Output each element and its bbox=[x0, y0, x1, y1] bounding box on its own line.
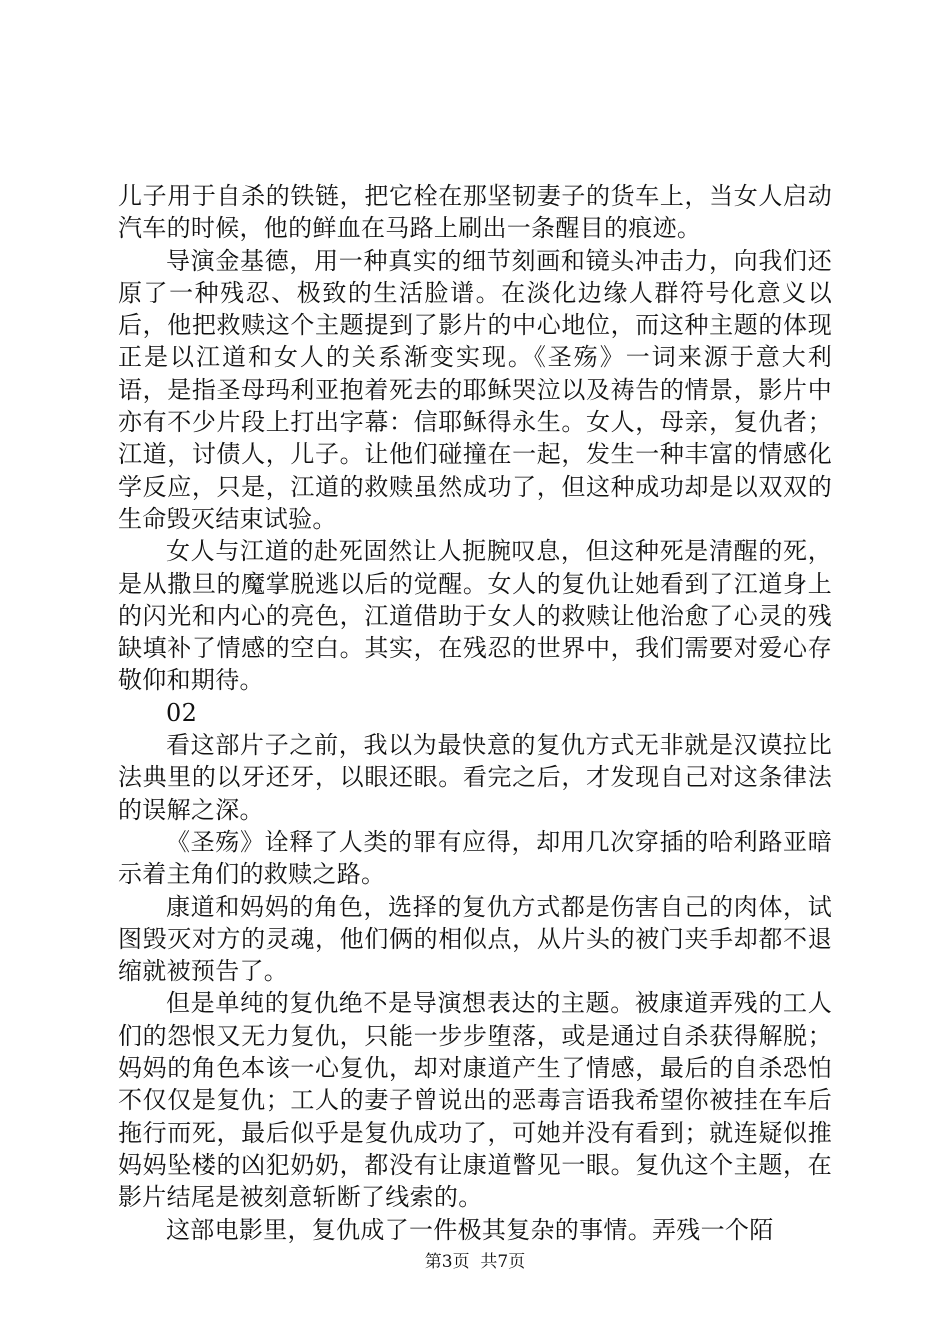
document-body bbox=[118, 180, 832, 1246]
section-number: 02 bbox=[166, 698, 198, 727]
paragraph-4: 看这部片子之前，我以为最快意的复仇方式无非就是汉谟拉比法典里的以牙还牙，以眼还眼。看完之后，才发现自己对这条律法的误解之深。 bbox=[118, 731, 832, 824]
paragraph-7: 但是单纯的复仇绝不是导演想表达的主题。被康道弄残的工人们的怨恨又无力复仇，只能一步步堕落，或是通过自杀获得解脱；妈妈的角色本该一心复仇，却对康道产生了情感，最后的自杀恐怕不仅仅是复仇；工人的妻子曾说出的恶毒言语我希望你被挂在车后拖行而死，最后似乎是复仇成功了，可她并没有看到；就连疑似推妈妈坠楼的凶犯奶奶，都没有让康道瞥见一眼。复仇这个主题，在影片结尾是被刻意斩断了线索的。 bbox=[118, 989, 832, 1212]
paragraph-2: 导演金基德，用一种真实的细节刻画和镜头冲击力，向我们还原了一种残忍、极致的生活脸谱。在淡化边缘人群符号化意义以后，他把救赎这个主题提到了影片的中心地位，而这种主题的体现正是以江道和女人的关系渐变实现。《圣殇》一词来源于意大利语，是指圣母玛利亚抱着死去的耶稣哭泣以及祷告的情景，影片中亦有不少片段上打出字幕：信耶稣得永生。女人，母亲，复仇者；江道，讨债人，儿子。让他们碰撞在一起，发生一种丰富的情感化学反应，只是，江道的救赎虽然成功了，但这种成功却是以双双的生命毁灭结束试验。 bbox=[118, 246, 832, 533]
page-footer bbox=[0, 1247, 950, 1272]
paragraph-5: 《圣殇》诠释了人类的罪有应得，却用几次穿插的哈利路亚暗示着主角们的救赎之路。 bbox=[118, 827, 832, 889]
page-number-label: 第3页 共7页 bbox=[424, 1252, 526, 1272]
paragraph-1: 儿子用于自杀的铁链，把它栓在那坚韧妻子的货车上，当女人启动汽车的时候，他的鲜血在马路上刷出一条醒目的痕迹。 bbox=[118, 182, 832, 243]
paragraph-6: 康道和妈妈的角色，选择的复仇方式都是伤害自己的肉体，试图毁灭对方的灵魂，他们俩的相似点，从片头的被门夹手却都不退缩就被预告了。 bbox=[118, 892, 832, 986]
paragraph-3: 女人与江道的赴死固然让人扼腕叹息，但这种死是清醒的死，是从撒旦的魔掌脱逃以后的觉醒。女人的复仇让她看到了江道身上的闪光和内心的亮色，江道借助于女人的救赎让他治愈了心灵的残缺填补了情感的空白。其实，在残忍的世界中，我们需要对爱心存敬仰和期待。 bbox=[118, 537, 832, 695]
paragraph-8: 这部电影里，复仇成了一件极其复杂的事情。弄残一个陌 bbox=[166, 1215, 774, 1244]
